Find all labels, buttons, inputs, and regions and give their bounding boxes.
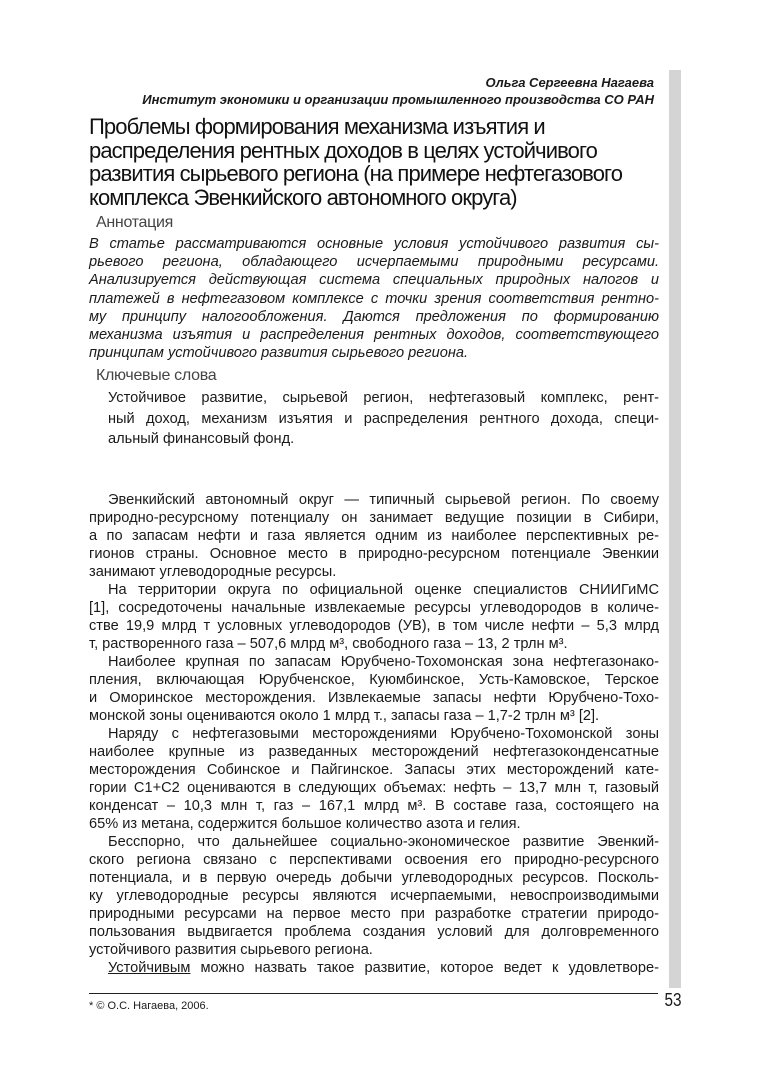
keywords-heading: Ключевые слова xyxy=(96,367,217,384)
keywords-line: ный доход, механизм изъятия и распределения рентного дохода, специ- xyxy=(108,410,659,427)
paragraph-last-line xyxy=(89,959,659,977)
title-line: Проблемы формирования механизма изъятия и xyxy=(89,114,545,139)
body-line: пления, включающая Юрубченское, Куюмбинское, Усть-Камовское, Терское xyxy=(89,672,659,688)
body-line: т, растворенного газа – 507,6 млрд м³, свободного газа – 13, 2 трлн м³. xyxy=(89,636,568,652)
footnote: * © О.С. Нагаева, 2006. xyxy=(89,1000,209,1012)
article-body xyxy=(89,491,659,977)
underlined-term: Устойчивым xyxy=(108,960,191,976)
abstract-line: му принципу налогообложения. Даются предложения по формированию xyxy=(89,308,659,325)
title-line: развития сырьевого региона (на примере нефтегазового xyxy=(89,161,623,186)
body-line: Эвенкийский автономный округ — типичный сырьевой регион. По своему xyxy=(108,492,659,508)
body-line: пользования выдвигается проблема создания условий для долговременного xyxy=(89,924,659,940)
abstract-line: Анализируется действующая система специальных природных налогов и xyxy=(89,272,659,289)
author-institution: Институт экономики и организации промышленного производства СО РАН xyxy=(142,92,654,107)
article-header xyxy=(142,74,654,108)
body-line: [1], сосредоточены начальные извлекаемые ресурсы углеводородов в количе- xyxy=(89,600,659,616)
abstract-line: рьевого региона, обладающего исчерпаемыми природными ресурсами. xyxy=(89,254,659,271)
body-line: природными ресурсами на первое место при разработке стратегии природо- xyxy=(89,906,659,922)
body-line: наиболее крупные из разведанных месторождений нефтегазоконденсатные xyxy=(89,744,659,760)
abstract-text xyxy=(89,235,659,362)
body-line: природно-ресурсному потенциалу он занимает ведущие позиции в Сибири, xyxy=(89,510,659,526)
body-line: гории С1+С2 оцениваются в следующих объемах: нефть – 13,7 млн т, газовый xyxy=(89,780,659,796)
abstract-heading: Аннотация xyxy=(96,214,174,231)
paragraph xyxy=(89,725,659,833)
keywords-text xyxy=(108,388,659,450)
paragraph xyxy=(89,653,659,725)
body-line: 65% из метана, содержится большое количество азота и гелия. xyxy=(89,816,521,832)
keywords-line: Устойчивое развитие, сырьевой регион, нефтегазовый комплекс, рент- xyxy=(108,390,659,406)
body-line: Наряду с нефтегазовыми месторождениями Юрубчено-Тохомонской зоны xyxy=(108,726,659,742)
body-line: На территории округа по официальной оценке специалистов СНИИГиМС xyxy=(108,582,659,598)
paragraph xyxy=(89,491,659,581)
abstract-line: принципам устойчивого развития сырьевого региона. xyxy=(89,345,469,362)
body-line: Наиболее крупная по запасам Юрубчено-Тохомонская зона нефтегазонако- xyxy=(108,654,659,670)
body-line: монской зоны оцениваются около 1 млрд т., запасы газа – 1,7-2 трлн м³ [2]. xyxy=(89,708,600,724)
footer-divider xyxy=(89,993,658,994)
title-line: распределения рентных доходов в целях устойчивого xyxy=(89,137,597,163)
body-line: ского региона связано с перспективами освоения его природно-ресурсного xyxy=(89,852,659,868)
body-line: устойчивого развития сырьевого региона. xyxy=(89,942,373,958)
body-line: потенциала, и в первую очередь добычи углеводородных ресурсов. Посколь- xyxy=(89,870,659,886)
abstract-line: В статье рассматриваются основные условия устойчивого развития сы- xyxy=(89,236,659,252)
article-title xyxy=(89,115,649,209)
abstract-line: платежей в нефтегазовом комплексе с точки зрения соответствия рентно- xyxy=(89,290,659,307)
body-line: стве 19,9 млрд т условных углеводородов (УВ), в том числе нефти – 5,3 млрд xyxy=(89,618,659,634)
page-number: 53 xyxy=(664,990,682,1010)
body-line: ку углеводородные ресурсы являются исчерпаемыми, невоспроизводимыми xyxy=(89,888,659,904)
paragraph xyxy=(89,581,659,653)
margin-bar xyxy=(669,70,681,988)
author-name: Ольга Сергеевна Нагаева xyxy=(485,75,654,90)
keywords-line: альный финансовый фонд. xyxy=(108,431,295,447)
body-line: занимают углеводородные ресурсы. xyxy=(89,564,337,580)
body-text: можно назвать такое развитие, которое ведет к удовлетворе- xyxy=(190,960,659,976)
abstract-line: механизма изъятия и распределения рентных доходов, соответствующего xyxy=(89,327,659,344)
body-line: конденсат – 10,3 млн т, газ – 167,1 млрд м³. В составе газа, состоящего на xyxy=(89,798,659,814)
body-line: гионов страны. Основное место в природно-ресурсном потенциале Эвенкии xyxy=(89,546,659,562)
body-line: Бесспорно, что дальнейшее социально-экономическое развитие Эвенкий- xyxy=(108,834,659,850)
body-line: месторождения Собинское и Пайгинское. Запасы этих месторождений кате- xyxy=(89,762,659,778)
paragraph xyxy=(89,833,659,959)
title-line: комплекса Эвенкийского автономного округа) xyxy=(89,184,517,210)
body-line: а по запасам нефти и газа является одним из наиболее перспективных ре- xyxy=(89,528,659,544)
body-line: и Оморинское месторождения. Извлекаемые запасы нефти Юрубчено-Тохо- xyxy=(89,690,659,706)
